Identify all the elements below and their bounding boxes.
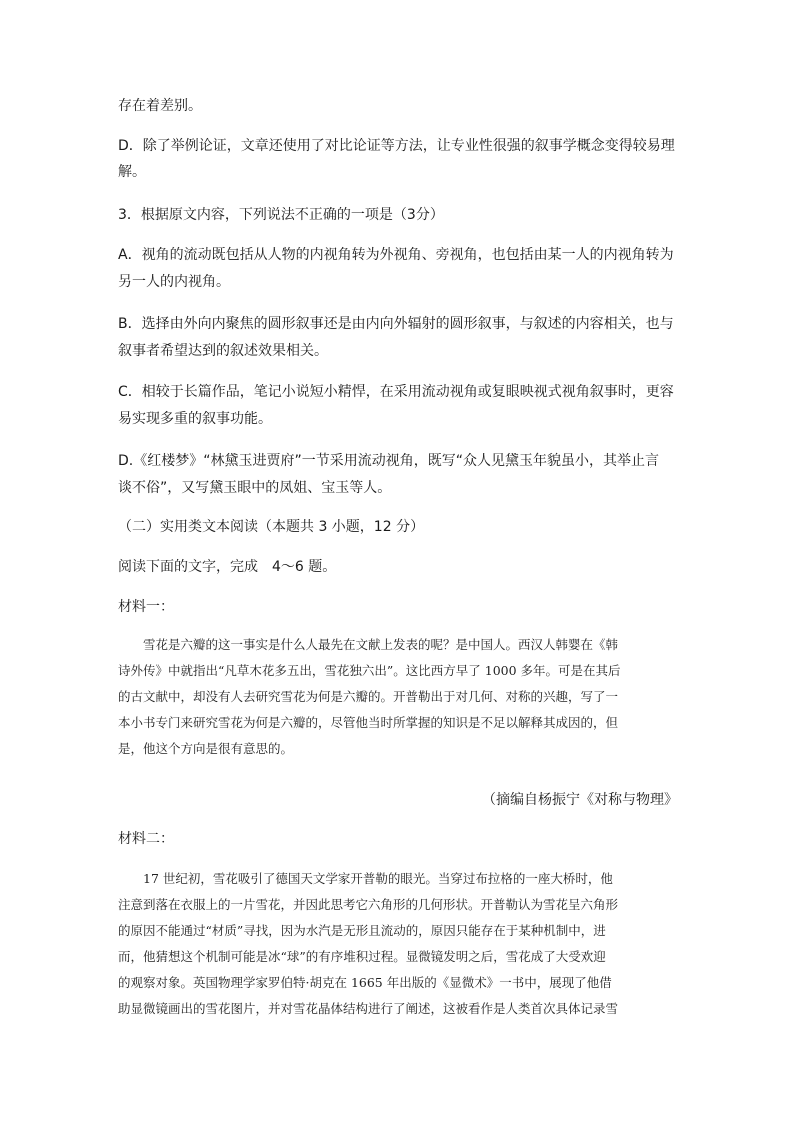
material-2-line: 的原因不能通过“材质”寻找，因为水汽是无形且流动的，原因只能存在于某种机制中，进	[118, 923, 606, 938]
material-2-line: 注意到落在衣服上的一片雪花，并因此思考它六角形的几何形状。开普勒认为雪花呈六角形	[118, 897, 619, 912]
option-c-line-2: 易实现多重的叙事功能。	[118, 411, 272, 427]
option-a-line-1: A．视角的流动既包括从人物的内视角转为外视角、旁视角，也包括由某一人的内视角转为	[118, 247, 674, 263]
material-2-label: 材料二：	[118, 831, 174, 847]
material-2-line: 17 世纪初，雪花吸引了德国天文学家开普勒的眼光。当穿过布拉格的一座大桥时，他	[118, 871, 613, 886]
option-b-line-2: 叙事者希望达到的叙述效果相关。	[118, 343, 328, 359]
material-2-line: 而，他猜想这个机制可能是冰“球”的有序堆积过程。显微镜发明之后，雪花成了大受欢迎	[118, 949, 606, 964]
material-1-line: 诗外传》中就指出“凡草木花多五出，雪花独六出”。这比西方早了 1000 多年。可是在其后	[118, 663, 621, 678]
question-3-stem: 3．根据原文内容，下列说法不正确的一项是（3分）	[118, 207, 444, 223]
option-d-line-2: 解。	[118, 164, 146, 180]
section-heading: （二）实用类文本阅读（本题共 3 小题，12 分）	[118, 519, 425, 535]
material-1-line: 是，他这个方向是很有意思的。	[118, 741, 294, 756]
option-c-line-1: C．相较于长篇作品，笔记小说短小精悍，在采用流动视角或复眼映视式视角叙事时，更容	[118, 384, 674, 400]
material-1-line: 本小书专门来研究雪花为何是六瓣的，尽管他当时所掌握的知识是不足以解释其成因的，但	[118, 715, 619, 730]
material-1-label: 材料一：	[118, 599, 174, 615]
material-1-line: 雪花是六瓣的这一事实是什么人最先在文献上发表的呢？是中国人。西汉人韩婴在《韩	[118, 637, 619, 652]
option-b-line-1: B．选择由外向内聚焦的圆形叙事还是由内向外辐射的圆形叙事，与叙述的内容相关，也与	[118, 316, 674, 332]
option-a-line-2: 另一人的内视角。	[118, 274, 230, 290]
material-2-line: 助显微镜画出的雪花图片，并对雪花晶体结构进行了阐述，这被看作是人类首次具体记录雪	[118, 1001, 619, 1016]
option-d2-line-1: D.《红楼梦》“林黛玉进贾府”一节采用流动视角，既写“众人见黛玉年貌虽小，其举止言	[118, 453, 659, 469]
option-d-line-1: D．除了举例论证，文章还使用了对比论证等方法，让专业性很强的叙事学概念变得较易理	[118, 138, 675, 154]
option-d2-line-2: 谈不俗”，又写黛玉眼中的凤姐、宝玉等人。	[118, 480, 392, 496]
material-2-line: 的观察对象。英国物理学家罗伯特·胡克在 1665 年出版的《显微术》一书中，展现了他借	[118, 975, 612, 990]
material-1-line: 的古文献中，却没有人去研究雪花为何是六瓣的。开普勒出于对几何、对称的兴趣，写了一	[118, 689, 619, 704]
text-line: 存在着差别。	[118, 98, 202, 114]
instruction-line: 阅读下面的文字，完成 4～6 题。	[118, 559, 337, 575]
material-1-source: （摘编自杨振宁《对称与物理》	[482, 792, 678, 808]
